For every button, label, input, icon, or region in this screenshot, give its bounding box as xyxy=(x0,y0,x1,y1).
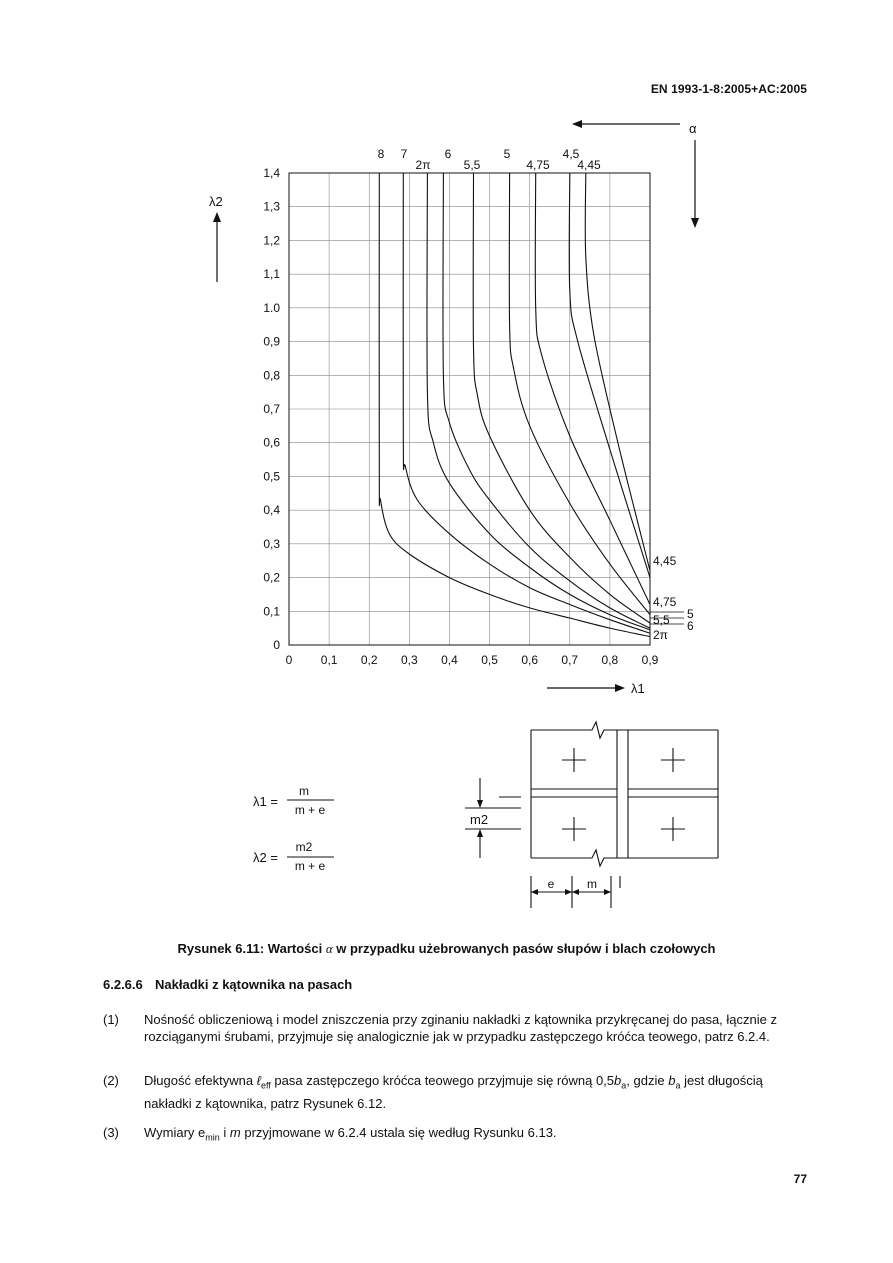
y-tick-label: 1,4 xyxy=(263,166,280,180)
y-tick-label: 1,2 xyxy=(263,233,280,248)
curve-top-label: 2π xyxy=(415,158,431,172)
subscript-eff: eff xyxy=(260,1080,271,1091)
x-tick-label: 0,2 xyxy=(360,653,378,667)
curve-top-label: 6 xyxy=(444,147,452,161)
alpha-arrow-left-head xyxy=(572,120,582,128)
curve-top-label: 7 xyxy=(400,147,408,161)
curve-right-label: 2π xyxy=(653,628,668,642)
paragraph-text: Nośność obliczeniową i model zniszczenia przy zginaniu nakładki z kątownika przykręcanej do pasa, łącznie z rozciąganymi śrubami, przyjmuje się analogicznie jak w przypadku zastępczego króćca teowego, patrz 6.2.4. xyxy=(144,1012,777,1044)
paragraph-3 xyxy=(103,1124,807,1147)
page-number: 77 xyxy=(793,1172,807,1186)
section-number: 6.2.6.6 xyxy=(103,977,143,992)
curve-right-label: 4,45 xyxy=(653,554,677,568)
x-tick-label: 0,5 xyxy=(481,653,498,667)
symbol-l: ℓ xyxy=(256,1073,261,1088)
text-run: Wymiary e xyxy=(144,1125,206,1140)
curve-right-label: 4,75 xyxy=(653,595,677,609)
y-tick-labels xyxy=(263,166,280,652)
alpha-curve-4-45 xyxy=(585,173,650,571)
m-arrowhead-left xyxy=(572,889,579,895)
formula-lambda2-numerator: m2 xyxy=(295,840,313,854)
paragraph-number: (2) xyxy=(103,1073,119,1088)
detail-label-e: e xyxy=(547,877,555,891)
lambda2-arrow-head xyxy=(213,212,221,222)
curve-right-label: 6 xyxy=(687,619,694,633)
y-tick-label: 0,1 xyxy=(263,604,280,619)
alpha-curve-7 xyxy=(403,173,650,633)
m-arrowhead-right xyxy=(604,889,611,895)
formula-lambda1-numerator: m xyxy=(299,784,309,798)
caption-alpha: α xyxy=(325,941,333,956)
detail-label-m: m xyxy=(587,877,597,891)
bolt-marker xyxy=(661,817,685,841)
paragraph-number: (3) xyxy=(103,1125,119,1140)
paragraph-number: (1) xyxy=(103,1012,119,1027)
x-tick-labels xyxy=(286,653,659,667)
y-tick-label: 0,4 xyxy=(263,503,280,518)
caption-suffix: w przypadku użebrowanych pasów słupów i blach czołowych xyxy=(332,941,716,956)
symbol-b: b xyxy=(668,1073,676,1088)
document-header: EN 1993-1-8:2005+AC:2005 xyxy=(650,82,807,96)
formula-lambda2-denominator: m + e xyxy=(294,859,326,873)
m2-arrowhead-bottom xyxy=(477,829,483,837)
bolt-marker xyxy=(562,817,586,841)
y-tick-label: 0 xyxy=(273,638,280,652)
curve-top-label: 4,45 xyxy=(577,158,601,172)
symbol-m: m xyxy=(229,1125,241,1140)
symbol-b: b xyxy=(614,1073,622,1088)
y-tick-label: 0,3 xyxy=(263,536,280,551)
e-arrowhead-left xyxy=(531,889,538,895)
e-arrowhead-right xyxy=(565,889,572,895)
bolt-marker xyxy=(562,748,586,772)
curve-right-label: 5 xyxy=(687,607,694,621)
lambda1-axis-label: λ1 xyxy=(631,681,645,696)
curve-top-label: 4,75 xyxy=(526,158,550,172)
x-tick-label: 0 xyxy=(285,653,293,667)
section-title: Nakładki z kątownika na pasach xyxy=(155,977,353,992)
formula-lambda1-denominator: m + e xyxy=(294,803,326,817)
y-tick-label: 0,7 xyxy=(263,402,280,416)
detail-bottom-edge xyxy=(531,850,718,866)
lambda2-axis-label: λ2 xyxy=(209,194,223,209)
section-heading xyxy=(103,977,352,992)
text-run: Długość efektywna xyxy=(144,1073,257,1088)
chart-grid xyxy=(289,173,650,645)
curve-right-label: 5,5 xyxy=(653,613,670,627)
y-tick-label: 0,8 xyxy=(263,368,280,383)
alpha-curves xyxy=(379,173,650,637)
text-run: pasa zastępczego króćca teowego przyjmuje się równą 0,5 xyxy=(270,1073,615,1088)
formula-lambda2-lhs: λ2 = xyxy=(253,850,278,865)
m2-arrowhead-top xyxy=(477,800,483,808)
text-run: jest długością nakładki z kątownika, patrz Rysunek 6.12. xyxy=(144,1073,763,1111)
formula-lambda1-lhs: λ1 = xyxy=(253,794,278,809)
alpha-arrow-down-head xyxy=(691,218,699,228)
top-curve-labels xyxy=(378,147,601,172)
x-tick-label: 0,7 xyxy=(561,653,579,667)
y-tick-label: 0,9 xyxy=(263,334,280,349)
y-tick-label: 1.0 xyxy=(263,300,280,315)
subscript-min: min xyxy=(205,1132,220,1143)
y-tick-label: 1,1 xyxy=(263,267,280,282)
x-tick-label: 0,6 xyxy=(521,653,539,667)
paragraph-1 xyxy=(103,1011,807,1045)
y-tick-label: 0,6 xyxy=(263,435,280,450)
curve-top-label: 8 xyxy=(377,147,385,161)
x-tick-label: 0,4 xyxy=(441,653,458,667)
paragraph-text xyxy=(144,1124,807,1147)
caption-prefix: Rysunek 6.11: Wartości xyxy=(177,941,326,956)
paragraph-2 xyxy=(103,1072,807,1112)
text-run: , gdzie xyxy=(626,1073,669,1088)
curve-top-label: 5,5 xyxy=(463,158,481,172)
right-curve-labels xyxy=(650,554,694,642)
detail-label-m2: m2 xyxy=(470,812,489,827)
alpha-curve-2pi xyxy=(427,173,650,630)
paragraph-text xyxy=(144,1072,807,1112)
y-tick-label: 1,3 xyxy=(263,199,280,214)
alpha-curve-6 xyxy=(443,173,650,628)
x-tick-label: 0,9 xyxy=(641,653,659,667)
y-tick-label: 0,5 xyxy=(263,469,280,484)
x-tick-label: 0,3 xyxy=(400,653,418,667)
y-tick-label: 0,2 xyxy=(263,570,280,585)
curve-top-label: 4,5 xyxy=(562,147,580,161)
text-run: i xyxy=(219,1125,230,1140)
bolt-marker xyxy=(661,748,685,772)
figure-caption xyxy=(0,941,893,957)
detail-top-edge xyxy=(531,722,718,738)
x-tick-label: 0,1 xyxy=(320,653,338,667)
subscript-a: a xyxy=(621,1080,627,1091)
alpha-symbol: α xyxy=(689,121,697,136)
subscript-a: a xyxy=(675,1080,681,1091)
x-tick-label: 0,8 xyxy=(601,653,619,667)
curve-top-label: 5 xyxy=(503,147,511,161)
lambda1-arrow-head xyxy=(615,684,625,692)
text-run: przyjmowane w 6.2.4 ustala się według Rysunku 6.13. xyxy=(240,1125,557,1140)
